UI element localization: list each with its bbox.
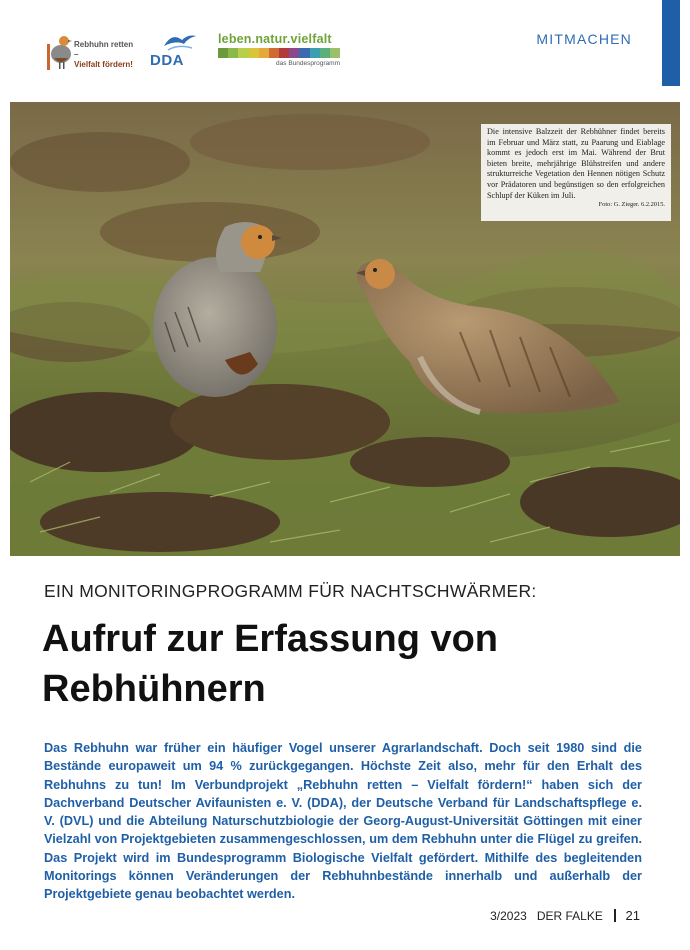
article-headline: Aufruf zur Erfassung von Rebhühnern	[42, 618, 499, 710]
photo-caption	[481, 124, 671, 221]
issue-number: 3/2023	[490, 909, 527, 923]
page-footer	[490, 908, 640, 923]
dda-logo	[148, 30, 200, 72]
program-logo-stripe	[299, 48, 309, 58]
program-logo-stripe	[330, 48, 340, 58]
program-logo-stripe	[279, 48, 289, 58]
article-kicker: EIN MONITORINGPROGRAMM FÜR NACHTSCHWÄRMER:	[44, 581, 537, 601]
article-lead: Das Rebhuhn war früher ein häufiger Vogel unserer Agrarlandschaft. Doch seit 1980 sind die Bestände europaweit um 94 % zurückgegangen. Höchste Zeit also, mehr für den Erhalt des Rebhuhns zu tun! Im Verbundprojekt „Rebhuhn retten – Vielfalt fördern!“ haben sich der Dachverband Deutscher Avifaunisten e. V. (DDA), der Deutsche Verband für Landschaftspflege e. V. (DVL) und die Abteilung Naturschutzbiologie der Georg-August-Universität Göttingen mit einer Vielzahl von Projektgebieten zusammengeschlossen, um dem Rebhuhn unter die Flügel zu greifen. Das Projekt wird im Bundesprogramm Biologische Vielfalt gefördert. Mithilfe des begleitenden Monitorings können Veränderungen der Rebhuhnbestände innerhalb und außerhalb der Projektgebiete genau beobachtet werden.	[44, 741, 642, 902]
program-logo-stripe	[310, 48, 320, 58]
partridge-logo-icon	[44, 30, 74, 72]
program-logo-stripe	[228, 48, 238, 58]
logo-line-2: Vielfalt fördern!	[74, 60, 133, 69]
section-color-tab	[662, 0, 680, 86]
program-logo-stripe	[320, 48, 330, 58]
dda-logo-text: DDA	[150, 52, 184, 69]
page-number: 21	[625, 908, 640, 923]
program-logo-stripes	[218, 48, 340, 58]
partridge-photo	[10, 102, 680, 556]
photo-caption-text: Die intensive Balzzeit der Rebhühner findet bereits im Februar und März statt, zu Paarung und Eiablage kommt es jedoch erst im Mai. Während der Brut bieten breite, mehrjährige Blühstreifen und andere strukturreiche Vegetation den Hennen nötigen Schutz vor Prädatoren und begünstigen so den erfolgreichen Schlupf der Küken im Juli.	[487, 127, 665, 200]
program-logo-name: leben.natur.vielfalt	[218, 32, 332, 46]
logo-line-1: Rebhuhn retten –	[74, 40, 134, 59]
bundesprogramm-logo	[218, 32, 348, 72]
program-logo-subline: das Bundesprogramm	[276, 60, 340, 67]
footer-divider	[614, 909, 616, 922]
program-logo-stripe	[249, 48, 259, 58]
photo-credit: Foto: G. Zieger. 6.2.2015.	[598, 201, 665, 209]
program-logo-stripe	[259, 48, 269, 58]
bird-flight-icon	[162, 30, 198, 52]
program-logo-stripe	[289, 48, 299, 58]
section-label: MITMACHEN	[536, 31, 632, 47]
program-logo-stripe	[218, 48, 228, 58]
program-logo-stripe	[238, 48, 248, 58]
rebhuhn-project-logo	[44, 30, 136, 72]
magazine-name: DER FALKE	[536, 909, 603, 923]
program-logo-stripe	[269, 48, 279, 58]
